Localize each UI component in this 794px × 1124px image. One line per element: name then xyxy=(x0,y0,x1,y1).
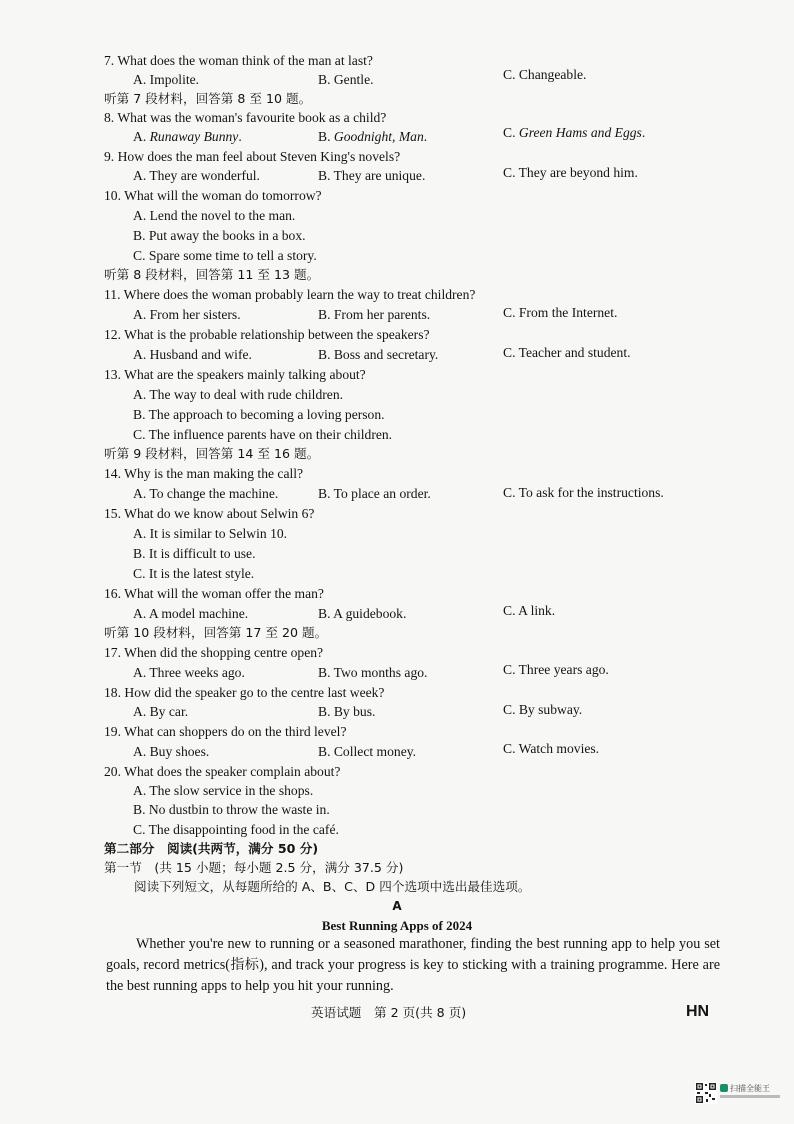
question-20-option-a: A. The slow service in the shops. xyxy=(133,783,314,798)
question-12-option-c: C. Teacher and student. xyxy=(503,345,631,360)
question-9-stem: 9. How does the man feel about Steven King's novels? xyxy=(104,149,401,164)
question-19-option-a: A. Buy shoes. xyxy=(133,744,210,759)
question-15-stem: 15. What do we know about Selwin 6? xyxy=(104,506,315,521)
question-18-option-a: A. By car. xyxy=(133,704,189,719)
question-14-stem: 14. Why is the man making the call? xyxy=(104,466,304,481)
question-7-stem: 7. What does the woman think of the man at last? xyxy=(104,53,373,68)
question-17-stem: 17. When did the shopping centre open? xyxy=(104,645,324,660)
question-19-option-c: C. Watch movies. xyxy=(503,741,600,756)
question-13-option-a: A. The way to deal with rude children. xyxy=(133,387,344,402)
question-19-option-b: B. Collect money. xyxy=(318,744,417,759)
question-20-stem: 20. What does the speaker complain about? xyxy=(104,764,341,779)
question-12-option-b: B. Boss and secretary. xyxy=(318,347,439,362)
question-11-option-c: C. From the Internet. xyxy=(503,305,618,320)
question-10-option-c: C. Spare some time to tell a story. xyxy=(133,248,317,263)
question-14-option-c: C. To ask for the instructions. xyxy=(503,485,664,500)
question-11-option-a: A. From her sisters. xyxy=(133,307,241,322)
question-17-option-c: C. Three years ago. xyxy=(503,662,609,677)
question-13-stem: 13. What are the speakers mainly talking about? xyxy=(104,367,366,382)
question-18-option-c: C. By subway. xyxy=(503,702,583,717)
question-18-option-b: B. By bus. xyxy=(318,704,376,719)
question-10-option-b: B. Put away the books in a box. xyxy=(133,228,306,243)
question-20-option-c: C. The disappointing food in the café. xyxy=(133,822,339,837)
question-15-option-a: A. It is similar to Selwin 10. xyxy=(133,526,288,541)
question-8-option-c: C. Green Hams and Eggs. xyxy=(503,125,646,140)
question-17-option-b: B. Two months ago. xyxy=(318,665,428,680)
question-13-option-b: B. The approach to becoming a loving person. xyxy=(133,407,385,422)
passage-paragraph: Whether you're new to running or a seasoned marathoner, finding the best running app to help you set goals, record metrics(指标), and track your progress is key to sticking with a training programme. Here are the best running apps to help you hit your running. xyxy=(106,936,720,994)
scanner-brand-label: 扫描全能王 xyxy=(720,1083,770,1094)
question-8-option-b: B. Goodnight, Man. xyxy=(318,129,428,144)
question-12-stem: 12. What is the probable relationship between the speakers? xyxy=(104,327,430,342)
part-two-title: 第二部分 阅读(共两节，满分 50 分) xyxy=(104,841,319,856)
reading-instruction: 阅读下列短文，从每题所给的 A、B、C、D 四个选项中选出最佳选项。 xyxy=(134,879,531,894)
question-7-option-b: B. Gentle. xyxy=(318,72,374,87)
question-14-option-a: A. To change the machine. xyxy=(133,486,279,501)
question-7-option-c: C. Changeable. xyxy=(503,67,587,82)
question-8-stem: 8. What was the woman's favourite book as a child? xyxy=(104,110,387,125)
page-footer-label: 英语试题 第 2 页(共 8 页) xyxy=(311,1005,467,1020)
question-14-option-b: B. To place an order. xyxy=(318,486,431,501)
question-9-option-c: C. They are beyond him. xyxy=(503,165,638,180)
region-code: HN xyxy=(686,1003,710,1020)
section-header-10: 听第 10 段材料，回答第 17 至 20 题。 xyxy=(104,625,328,640)
section-header-8: 听第 8 段材料，回答第 11 至 13 题。 xyxy=(104,267,320,282)
question-7-option-a: A. Impolite. xyxy=(133,72,200,87)
question-9-option-a: A. They are wonderful. xyxy=(133,168,260,183)
passage-letter: A xyxy=(392,899,402,913)
question-11-stem: 11. Where does the woman probably learn the way to treat children? xyxy=(104,287,476,302)
section-header-9: 听第 9 段材料，回答第 14 至 16 题。 xyxy=(104,446,320,461)
question-11-option-b: B. From her parents. xyxy=(318,307,431,322)
section-one-title: 第一节 (共 15 小题；每小题 2.5 分，满分 37.5 分) xyxy=(104,860,404,875)
passage-title: Best Running Apps of 2024 xyxy=(321,918,473,933)
question-16-option-c: C. A link. xyxy=(503,603,556,618)
qr-code-icon xyxy=(695,1082,717,1104)
question-17-option-a: A. Three weeks ago. xyxy=(133,665,245,680)
question-20-option-b: B. No dustbin to throw the waste in. xyxy=(133,802,330,817)
question-15-option-b: B. It is difficult to use. xyxy=(133,546,256,561)
question-16-stem: 16. What will the woman offer the man? xyxy=(104,586,324,601)
question-13-option-c: C. The influence parents have on their children. xyxy=(133,427,393,442)
scanner-tagline-bar xyxy=(720,1095,780,1098)
question-15-option-c: C. It is the latest style. xyxy=(133,566,255,581)
question-16-option-a: A. A model machine. xyxy=(133,606,249,621)
question-18-stem: 18. How did the speaker go to the centre last week? xyxy=(104,685,385,700)
question-8-option-a: A. Runaway Bunny. xyxy=(133,129,242,144)
scanner-logo-icon xyxy=(720,1084,728,1092)
question-19-stem: 19. What can shoppers do on the third level? xyxy=(104,724,347,739)
question-10-option-a: A. Lend the novel to the man. xyxy=(133,208,296,223)
question-16-option-b: B. A guidebook. xyxy=(318,606,407,621)
section-header-7: 听第 7 段材料，回答第 8 至 10 题。 xyxy=(104,91,312,106)
question-12-option-a: A. Husband and wife. xyxy=(133,347,252,362)
question-10-stem: 10. What will the woman do tomorrow? xyxy=(104,188,322,203)
question-9-option-b: B. They are unique. xyxy=(318,168,426,183)
